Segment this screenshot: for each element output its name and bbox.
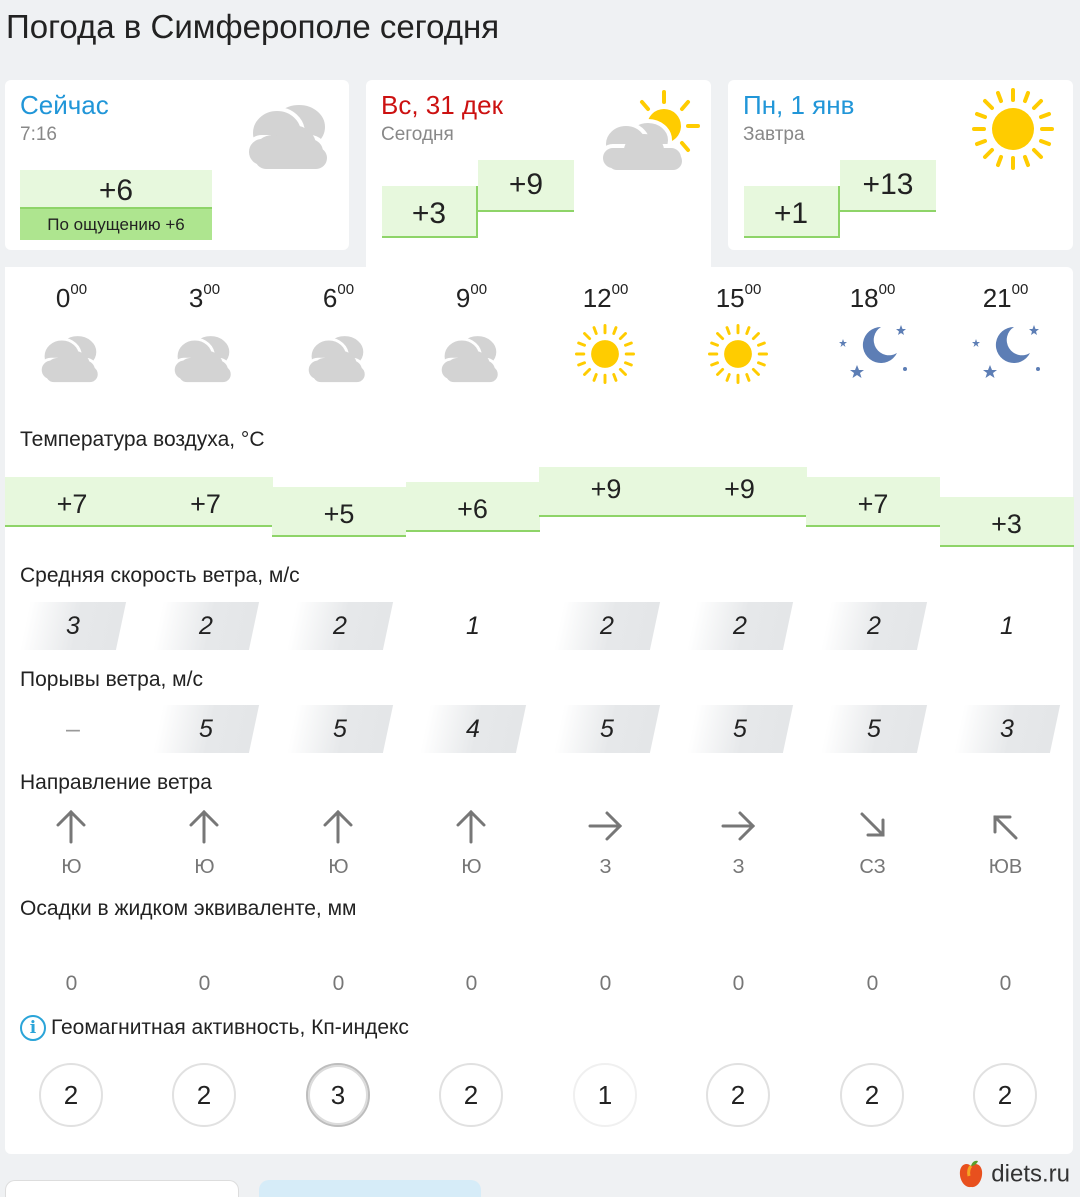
apple-logo-icon: [957, 1160, 985, 1190]
wind-direction-text: Ю: [461, 856, 482, 878]
bottom-tab-middle[interactable]: [259, 1180, 481, 1197]
hour-label: $18^{00}$: [849, 281, 896, 313]
today-sub: Сегодня: [381, 124, 454, 145]
temperature-bar: +3: [940, 497, 1074, 547]
moon-stars-icon: [968, 321, 1048, 383]
gusts-cell: 5: [826, 705, 922, 753]
wind-direction-text: Ю: [328, 856, 349, 878]
arrow-up-icon: [138, 808, 271, 844]
now-feels-like: По ощущению +6: [20, 209, 212, 240]
temperature-bar: +7: [5, 477, 139, 527]
kp-index-badge: 2: [840, 1063, 904, 1127]
wind-speed-cell: 2: [292, 602, 388, 650]
temperature-bar: +9: [673, 467, 807, 517]
arrow-up-icon: [405, 808, 538, 844]
sun-icon: [708, 324, 768, 384]
wind-direction-text: З: [732, 856, 745, 878]
site-brand[interactable]: [957, 1160, 1070, 1190]
precip-value: 0: [599, 972, 612, 995]
arrow-up-icon: [272, 808, 405, 844]
precip-value: 0: [999, 972, 1012, 995]
wind-speed-cell: 1: [466, 612, 480, 640]
bottom-tab-left[interactable]: [5, 1180, 239, 1197]
kp-index-badge: 2: [172, 1063, 236, 1127]
hour-label: $15^{00}$: [715, 281, 762, 313]
arrow-right-icon: [539, 808, 672, 844]
page-title: Погода в Симферополе сегодня: [6, 8, 500, 45]
wind-speed-label: Средняя скорость ветра, м/с: [20, 564, 300, 587]
temperature-bar: +6: [406, 482, 540, 532]
gusts-cell: 5: [158, 705, 254, 753]
now-card[interactable]: [5, 80, 349, 250]
precip-value: 0: [732, 972, 745, 995]
hour-label: $3^{00}$: [188, 281, 221, 313]
cloudy-icon: [166, 329, 238, 385]
arrow-up-icon: [5, 808, 138, 844]
gusts-cell: 5: [692, 705, 788, 753]
precip-value: 0: [332, 972, 345, 995]
tomorrow-title: Пн, 1 янв: [743, 90, 855, 120]
cloudy-icon: [237, 95, 337, 173]
geomag-label: Геомагнитная активность, Кп-индекс: [51, 1016, 409, 1039]
kp-index-badge: 1: [573, 1063, 637, 1127]
precip-label: Осадки в жидком эквиваленте, мм: [20, 897, 357, 920]
kp-index-badge: 2: [973, 1063, 1037, 1127]
cloudy-icon: [300, 329, 372, 385]
wind-speed-cell: 2: [559, 602, 655, 650]
hour-label: $12^{00}$: [582, 281, 629, 313]
today-day-temp: +9: [478, 160, 574, 212]
wind-direction-text: З: [599, 856, 612, 878]
arrow-down-right-icon: [806, 808, 939, 844]
gusts-label: Порывы ветра, м/с: [20, 668, 203, 691]
hour-label: $0^{00}$: [55, 281, 88, 313]
temperature-bar: +5: [272, 487, 406, 537]
precip-value: 0: [866, 972, 879, 995]
arrow-right-icon: [672, 808, 805, 844]
moon-stars-icon: [835, 321, 915, 383]
cloudy-icon: [33, 329, 105, 385]
kp-index-badge: 2: [39, 1063, 103, 1127]
temperature-bar: +7: [139, 477, 273, 527]
kp-index-badge: 2: [439, 1063, 503, 1127]
wind-speed-cell: 2: [826, 602, 922, 650]
today-title: Вс, 31 дек: [381, 90, 503, 120]
precip-value: 0: [65, 972, 78, 995]
sun-icon: [972, 88, 1054, 170]
wind-direction-text: СЗ: [859, 856, 886, 878]
gusts-cell: 4: [425, 705, 521, 753]
wind-speed-cell: 2: [158, 602, 254, 650]
kp-index-badge: 3: [306, 1063, 370, 1127]
now-title: Сейчас: [20, 90, 109, 120]
wind-speed-cell: 2: [692, 602, 788, 650]
wind-speed-cell: 1: [1000, 612, 1014, 640]
gusts-cell: –: [66, 715, 80, 743]
today-night-temp: +3: [382, 186, 478, 238]
temperature-bar: +9: [539, 467, 673, 517]
wind-direction-text: Ю: [61, 856, 82, 878]
info-icon[interactable]: i: [20, 1015, 46, 1041]
tomorrow-card[interactable]: [728, 80, 1073, 250]
hour-label: $21^{00}$: [982, 281, 1029, 313]
temperature-label: Температура воздуха, °C: [20, 428, 265, 451]
wind-direction-text: Ю: [194, 856, 215, 878]
wind-direction-label: Направление ветра: [20, 771, 212, 794]
hour-label: $6^{00}$: [322, 281, 355, 313]
now-temp: +6: [20, 170, 212, 209]
tomorrow-day-temp: +13: [840, 160, 936, 212]
now-time: 7:16: [20, 124, 57, 145]
brand-text: diets.ru: [991, 1160, 1070, 1188]
arrow-up-left-icon: [939, 808, 1072, 844]
gusts-cell: 5: [292, 705, 388, 753]
precip-value: 0: [465, 972, 478, 995]
today-card[interactable]: [366, 80, 711, 270]
gusts-cell: 3: [959, 705, 1055, 753]
partly-cloudy-icon: [598, 88, 704, 172]
sun-icon: [575, 324, 635, 384]
tomorrow-night-temp: +1: [744, 186, 840, 238]
cloudy-icon: [433, 329, 505, 385]
hourly-forecast-panel: [5, 267, 1073, 1154]
now-temp-box: [20, 170, 212, 240]
hour-label: $9^{00}$: [455, 281, 488, 313]
temperature-bar: +7: [806, 477, 940, 527]
tomorrow-sub: Завтра: [743, 124, 805, 145]
wind-direction-text: ЮВ: [988, 856, 1023, 878]
precip-value: 0: [198, 972, 211, 995]
kp-index-badge: 2: [706, 1063, 770, 1127]
gusts-cell: 5: [559, 705, 655, 753]
wind-speed-cell: 3: [25, 602, 121, 650]
